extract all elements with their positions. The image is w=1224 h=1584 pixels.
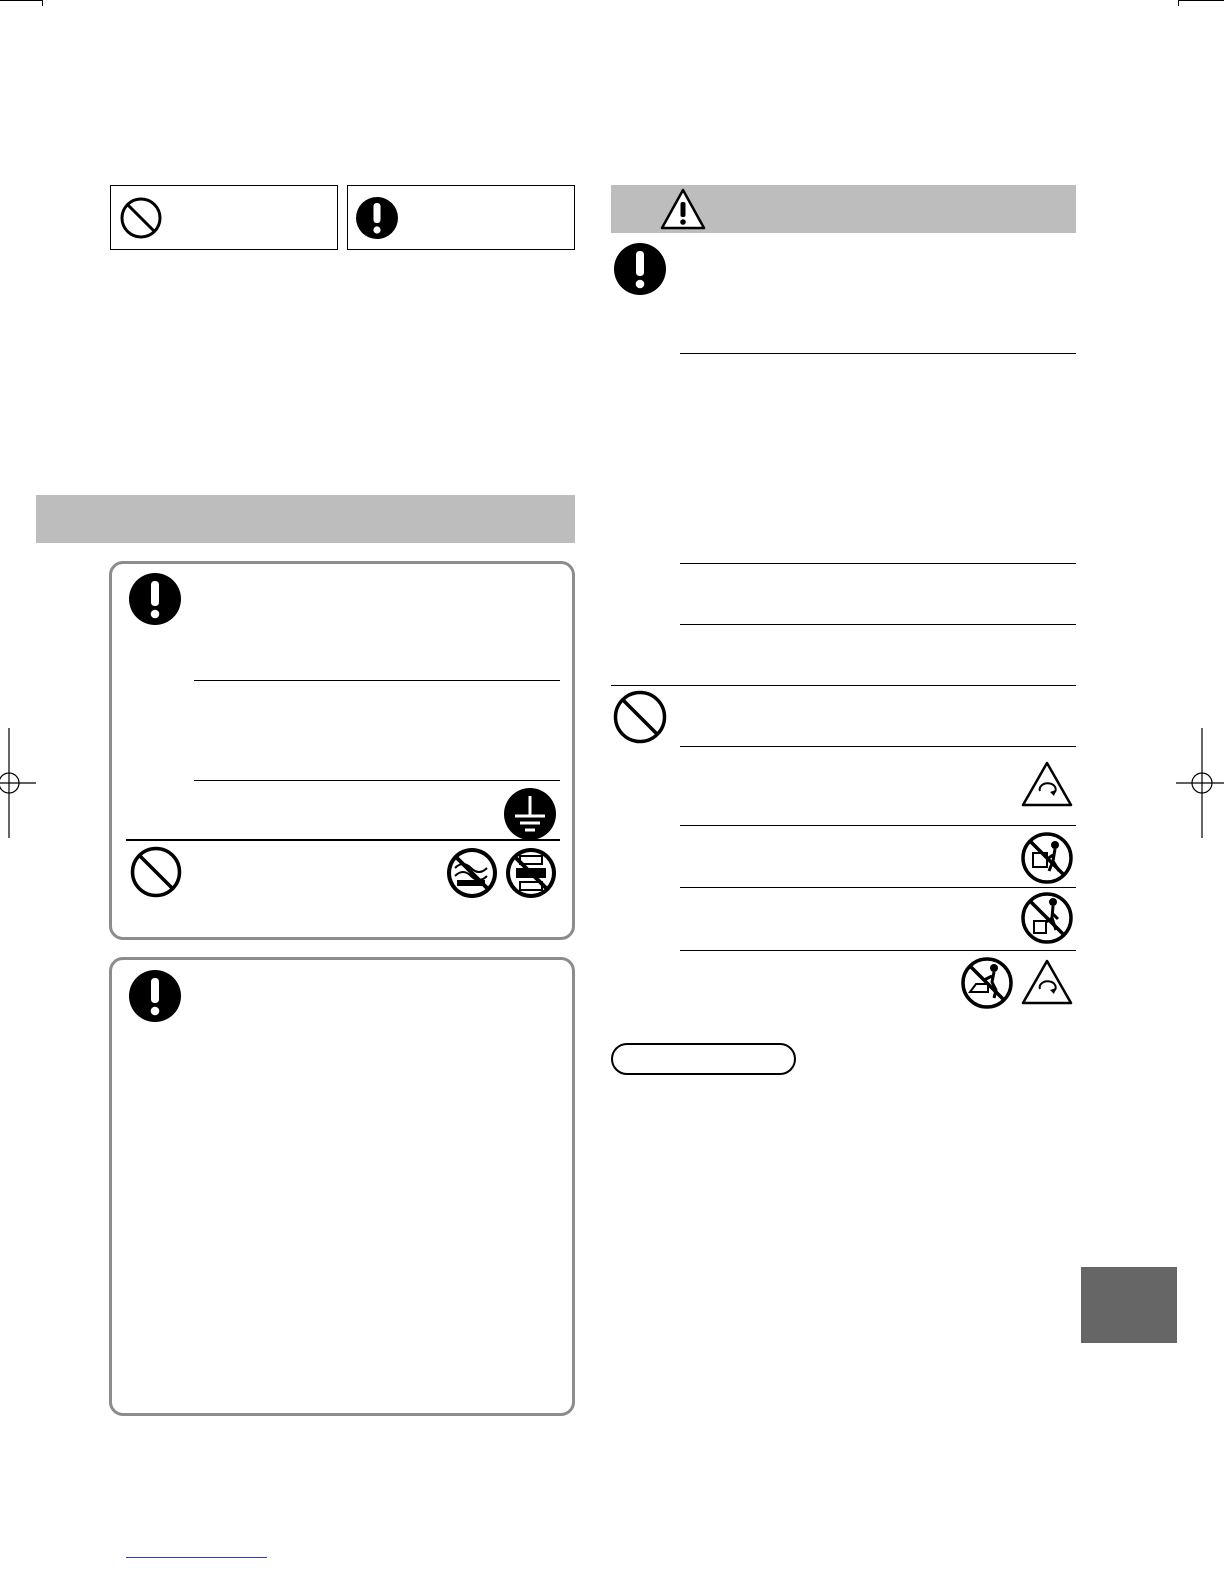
crop-mark [0, 0, 42, 1]
warning-panel-2 [109, 957, 575, 1416]
note-label-pill [611, 1043, 796, 1075]
registration-mark-right [1176, 728, 1224, 838]
rotating-fan-warning-icon [1020, 760, 1074, 808]
earth-ground-icon [502, 786, 558, 842]
divider [126, 839, 560, 841]
no-touch-icon [1020, 831, 1074, 885]
mandatory-icon [354, 195, 400, 241]
no-flammable-icon [445, 846, 499, 900]
section-header-bar [36, 495, 575, 543]
no-connection-icon [504, 846, 558, 900]
warning-panel-1 [109, 561, 575, 940]
crop-mark [1178, 0, 1224, 1]
divider [680, 563, 1076, 564]
divider [680, 624, 1076, 625]
no-stand-icon [1020, 891, 1074, 945]
divider [680, 887, 1076, 888]
divider [611, 685, 1076, 686]
divider [194, 680, 560, 681]
registration-mark-left [0, 728, 40, 838]
warning-triangle-icon [659, 187, 707, 231]
crop-mark [1178, 0, 1179, 6]
divider [194, 780, 560, 781]
divider [680, 825, 1076, 826]
rotating-fan-warning-icon [1020, 958, 1074, 1006]
divider [680, 950, 1076, 951]
mandatory-icon [127, 968, 183, 1024]
divider [680, 353, 1076, 354]
crop-mark [42, 0, 43, 6]
prohibition-icon [129, 845, 183, 899]
prohibition-icon [612, 689, 668, 745]
mandatory-icon [127, 571, 183, 627]
divider [680, 746, 1076, 747]
caution-header-bar [611, 185, 1076, 233]
legend-mandatory-box [347, 185, 575, 250]
side-tab [1081, 1267, 1177, 1343]
footer-link-underline [126, 1557, 267, 1558]
no-climb-icon [960, 956, 1014, 1010]
legend-prohibited-box [110, 185, 338, 250]
mandatory-icon [612, 241, 668, 297]
prohibition-icon [119, 196, 163, 240]
